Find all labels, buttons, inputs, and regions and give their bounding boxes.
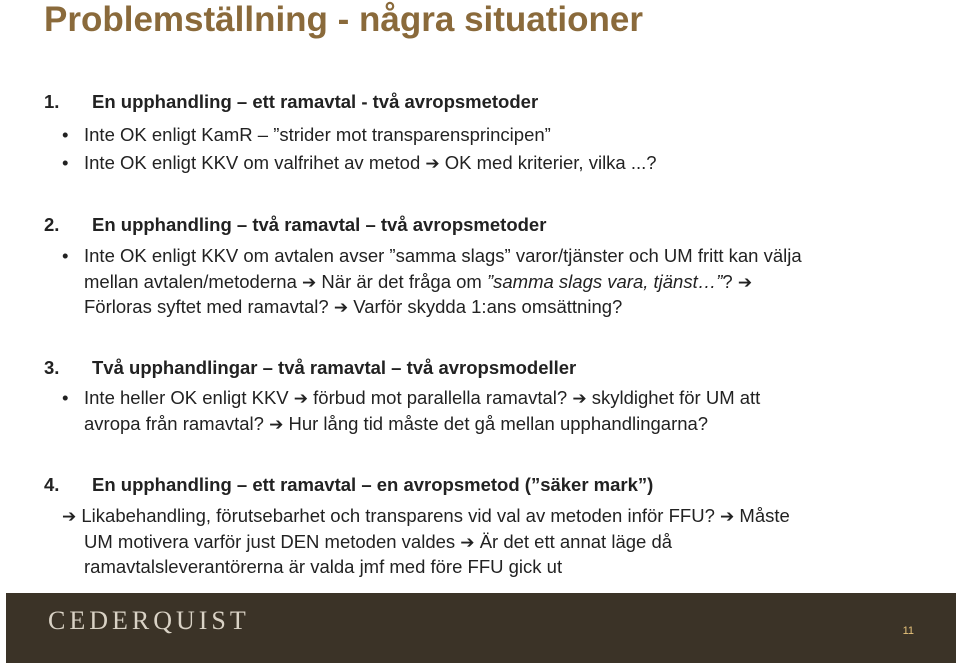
bullet-text: mellan avtalen/metoderna	[84, 271, 297, 292]
section-title: En upphandling – ett ramavtal – en avropsmetod (”säker mark”)	[92, 474, 654, 495]
section-title: En upphandling – två ramavtal – två avropsmetoder	[92, 214, 547, 235]
bullet-icon: •	[62, 152, 69, 173]
bullet-text: Inte heller OK enligt KKV	[84, 387, 289, 408]
slide-title: Problemställning - några situationer	[44, 0, 643, 39]
arrow-right-icon: ➔	[425, 154, 440, 174]
footer-bar	[6, 593, 956, 663]
bullet-text: OK med kriterier, vilka ...?	[444, 152, 657, 173]
bullet-text: skyldighet för UM att	[591, 387, 761, 408]
bullet-text: förbud mot parallella ramavtal?	[313, 387, 568, 408]
italic-text: ”samma slags vara, tjänst…”	[486, 271, 723, 292]
section-title: En upphandling – ett ramavtal - två avropsmetoder	[92, 91, 539, 112]
bullet-icon: •	[62, 245, 69, 266]
arrow-right-icon: ➔	[62, 507, 77, 527]
bullet-text: Måste	[739, 505, 790, 526]
bullet-text: Inte OK enligt KKV om avtalen avser ”samma slags” varor/tjänster och UM fritt kan välja	[84, 245, 802, 266]
arrow-right-icon: ➔	[293, 389, 309, 409]
arrow-right-icon: ➔	[269, 415, 284, 435]
bullet-icon: •	[62, 124, 69, 145]
section-title: Två upphandlingar – två ramavtal – två avropsmodeller	[92, 357, 577, 378]
arrow-right-icon: ➔	[572, 389, 587, 409]
page-number: 11	[902, 625, 914, 637]
section-number: 4.	[44, 474, 60, 495]
bullet-text: ramavtalsleverantörerna är valda jmf med före FFU gick ut	[84, 556, 563, 577]
list-item	[62, 505, 790, 528]
arrow-right-icon: ➔	[460, 533, 475, 553]
bullet-text: Hur lång tid måste det gå mellan upphandlingarna?	[288, 413, 709, 434]
arrow-right-icon: ➔	[720, 507, 735, 527]
bullet-text: Likabehandling, förutsebarhet och transparens vid val av metoden inför FFU?	[81, 505, 715, 526]
bullet-text: Är det ett annat läge då	[479, 531, 673, 552]
arrow-right-icon: ➔	[302, 273, 317, 293]
bullet-text: Förloras syftet med ramavtal?	[84, 296, 329, 317]
arrow-right-icon: ➔	[333, 298, 349, 318]
bullet-icon: •	[62, 387, 69, 408]
bullet-text: avropa från ramavtal?	[84, 413, 264, 434]
bullet-text: När är det fråga om	[321, 271, 482, 292]
section-number: 1.	[44, 91, 60, 112]
bullet-text: Inte OK enligt KamR – ”strider mot transparensprincipen”	[84, 124, 551, 145]
bullet-text: ?	[722, 271, 733, 292]
bullet-text: Inte OK enligt KKV om valfrihet av metod	[84, 152, 421, 173]
bullet-text: UM motivera varför just DEN metoden valdes	[84, 531, 456, 552]
cederquist-logo: CEDERQUIST	[48, 606, 250, 635]
section-number: 3.	[44, 357, 60, 378]
bullet-text: Varför skydda 1:ans omsättning?	[353, 296, 623, 317]
arrow-right-icon: ➔	[737, 273, 753, 293]
section-number: 2.	[44, 214, 60, 235]
